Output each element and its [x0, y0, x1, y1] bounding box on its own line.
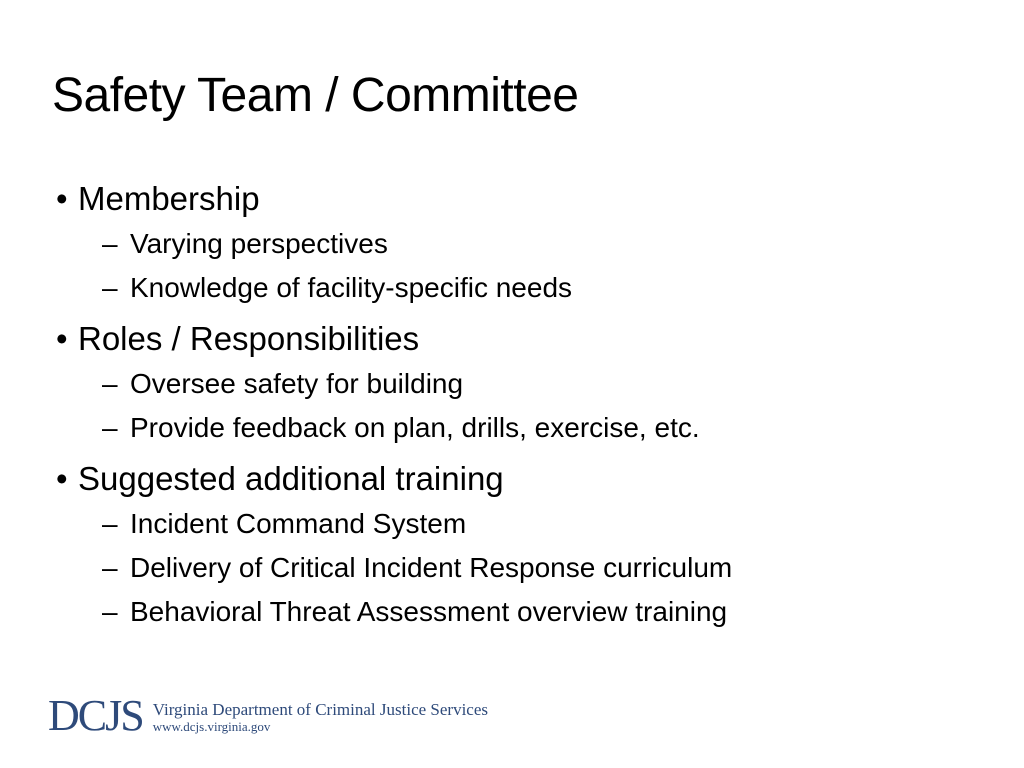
- sub-bullet-text: Knowledge of facility-specific needs: [130, 272, 573, 303]
- sub-bullet-list: [54, 222, 994, 310]
- sub-bullet: [54, 266, 994, 310]
- sub-bullet-list: [54, 502, 994, 634]
- sub-bullet-text: Varying perspectives: [130, 228, 388, 259]
- bullet-level1: [54, 178, 994, 220]
- slide-title: Safety Team / Committee: [52, 69, 579, 122]
- sub-bullet-list: [54, 362, 994, 450]
- sub-bullet-marker: –: [102, 508, 118, 539]
- bullet-text: Suggested additional training: [78, 460, 504, 497]
- sub-bullet-text: Behavioral Threat Assessment overview training: [130, 596, 728, 627]
- sub-bullet: [54, 502, 994, 546]
- sub-bullet-marker: –: [102, 228, 118, 259]
- bullet-level1: [54, 458, 994, 500]
- logo-text: [153, 700, 488, 738]
- org-name: Virginia Department of Criminal Justice Services: [152, 700, 488, 719]
- bullet-list: [54, 178, 994, 642]
- bullet-item: [54, 318, 994, 450]
- bullet-item: [54, 458, 994, 634]
- org-url: www.dcjs.virginia.gov: [152, 719, 271, 734]
- bullet-marker: •: [56, 320, 68, 357]
- sub-bullet: [54, 362, 994, 406]
- bullet-marker: •: [56, 460, 68, 497]
- sub-bullet-text: Provide feedback on plan, drills, exercise, etc.: [130, 412, 700, 443]
- sub-bullet: [54, 222, 994, 266]
- bullet-item: [54, 178, 994, 310]
- sub-bullet-text: Incident Command System: [130, 508, 467, 539]
- sub-bullet-marker: –: [102, 272, 118, 303]
- sub-bullet-text: Delivery of Critical Incident Response curriculum: [130, 552, 733, 583]
- logo-wordmark: DCJS: [48, 691, 143, 740]
- sub-bullet: [54, 406, 994, 450]
- sub-bullet-text: Oversee safety for building: [130, 368, 464, 399]
- sub-bullet: [54, 590, 994, 634]
- bullet-level1: [54, 318, 994, 360]
- bullet-marker: •: [56, 180, 68, 217]
- sub-bullet-marker: –: [102, 368, 118, 399]
- dcjs-logo: [48, 691, 488, 740]
- sub-bullet: [54, 546, 994, 590]
- sub-bullet-marker: –: [102, 596, 118, 627]
- bullet-text: Membership: [78, 180, 260, 217]
- bullet-text: Roles / Responsibilities: [78, 320, 420, 357]
- sub-bullet-marker: –: [102, 552, 118, 583]
- sub-bullet-marker: –: [102, 412, 118, 443]
